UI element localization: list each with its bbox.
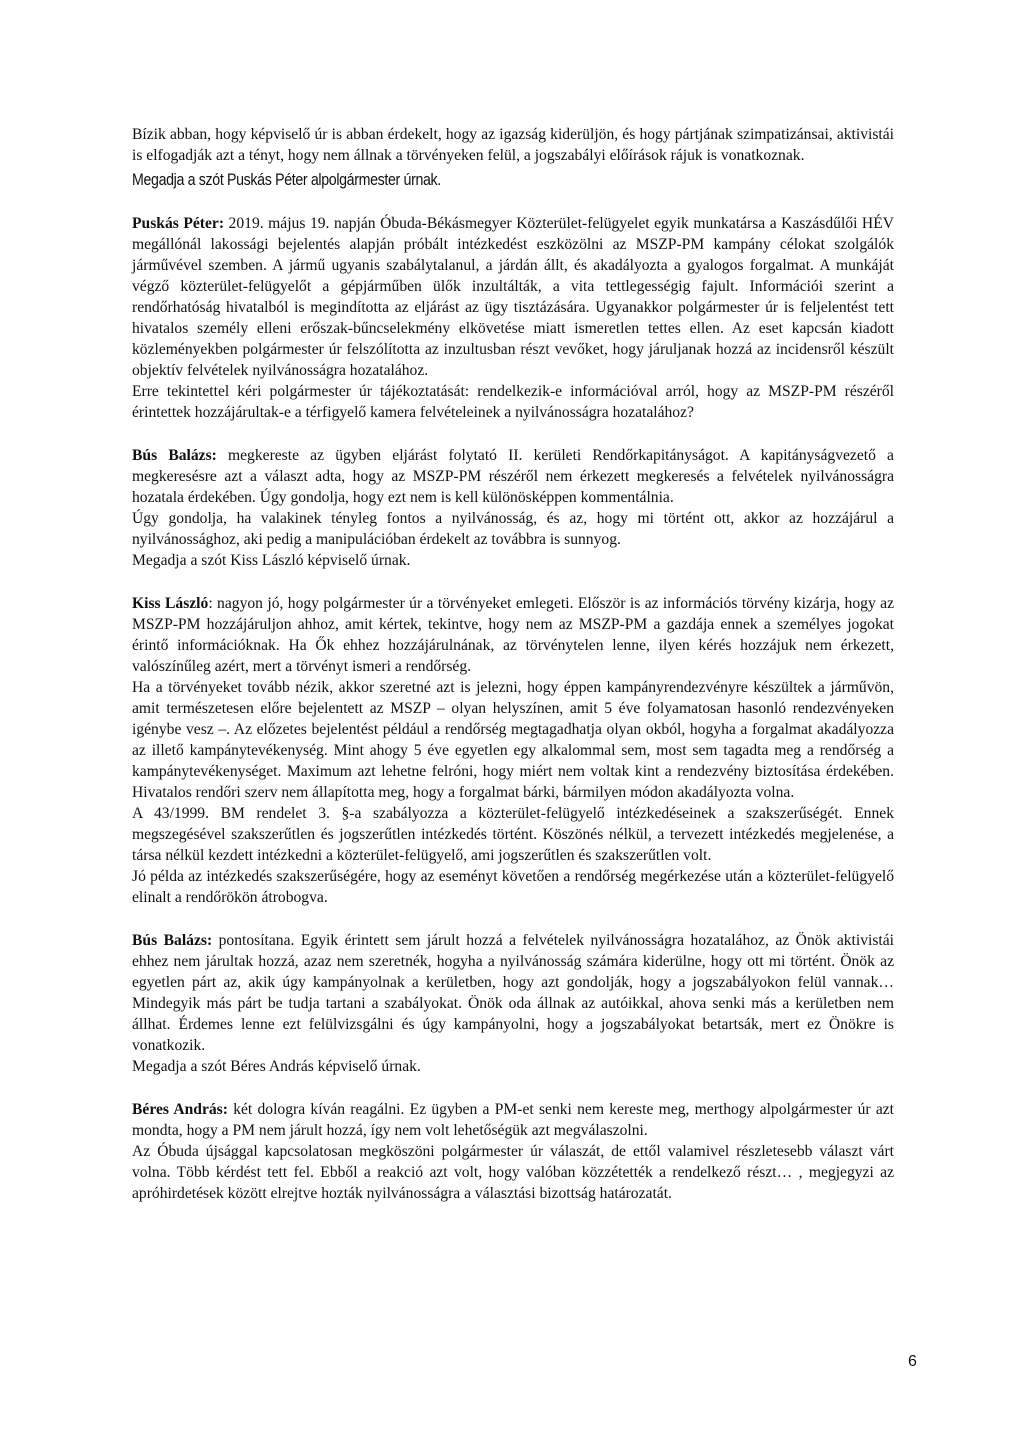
paragraph: Megadja a szót Kiss László képviselő úrnak.	[132, 552, 411, 569]
paragraph: Bízik abban, hogy képviselő úr is abban érdekelt, hogy az igazság kiderüljön, és hogy pártjának szimpatizánsai, aktivistái is elfogadják azt a tényt, hogy nem állnak a törvényeken felül, a jogszabályi előírások rájuk is vonatkoznak.	[132, 126, 894, 164]
paragraph-text: 2019. május 19. napján Óbuda-Békásmegyer Közterület-felügyelet egyik munkatársa a Kaszásdűlői HÉV megállónál lakossági bejelentés alapján próbált intézkedést eszközölni az MSZP-PM kampány célokat szolgálók járművével szemben. A jármű ugyanis szabálytalanul, a járdán állt, és akadályozta a gyalogos forgalmat. A munkáját végző közterület-felügyelőt a gépjárműben ülők inzultálták, a vita tettlegességig fajult. Információi szerint a rendőrhatóság hivatalból is megindította az eljárást az ügy tisztázására. Ugyanakkor polgármester úr is feljelentést tett hivatalos személy elleni erőszak-bűncselekmény elkövetése miatt ismeretlen tettes ellen. Az eset kapcsán kiadott közleményekben polgármester úr felszólította az inzultusban részt vevőket, hogy járuljanak hozzá az incidensről készült objektív felvételek nyilvánosságra hozatalához.	[132, 215, 894, 379]
text-block-5	[132, 930, 894, 1077]
paragraph: Ha a törvényeket tovább nézik, akkor szeretné azt is jelezni, hogy éppen kampányrendezvényre készültek a járművön, amit természetesen előre bejelentett az MSZP – olyan helyszínen, amit 5 éve folyamatosan hasonló rendezvényeken igénybe vesz –. Az előzetes bejelentést például a rendőrség megtagadhatja olyan okból, hogyha a forgalmat akadályozza az illető kampánytevékenység. Mint ahogy 5 éve egyetlen egy alkalommal sem, most sem tagadta meg a rendőrség a kampánytevékenységet. Maximum azt lehetne felróni, hogy miért nem voltak kint a rendezvény biztosítása érdekében. Hivatalos rendőri szerv nem állapította meg, hogy a forgalmat bárki, bármilyen módon akadályozta volna.	[132, 679, 894, 801]
text-block-6	[132, 1099, 894, 1204]
paragraph	[132, 445, 894, 508]
paragraph	[132, 213, 894, 381]
paragraph: Az Óbuda újsággal kapcsolatosan megköszöni polgármester úr válaszát, de ettől valamivel részletesebb választ várt volna. Több kérdést tett fel. Ebből a reakció azt volt, hogy valóban közzétették a rendelkező részt… , megjegyzi az apróhirdetések között elrejtve hozták nyilvánosságra a választási bizottság határozatát.	[132, 1143, 894, 1202]
text-block-4	[132, 593, 894, 908]
paragraph: Erre tekintettel kéri polgármester úr tájékoztatását: rendelkezik-e információval arról, hogy az MSZP-PM részéről érintettek hozzájárultak-e a térfigyelő kamera felvételeinek a nyilvánosságra hozatalához?	[132, 383, 894, 421]
paragraph	[132, 1099, 894, 1141]
page-number: 6	[908, 1353, 917, 1370]
speaker-name: Béres András:	[132, 1101, 228, 1118]
document-body	[132, 124, 894, 1226]
paragraph: A 43/1999. BM rendelet 3. §-a szabályozza a közterület-felügyelő intézkedéseinek a szakszerűségét. Ennek megszegésével szakszerűtlen és jogszerűtlen intézkedés történt. Köszönés nélkül, a tervezett intézkedés megjelenése, a társa nélkül kezdett intézkedni a közterület-felügyelő, ami jogszerűtlen és szakszerűtlen volt.	[132, 805, 894, 864]
paragraph-text: : nagyon jó, hogy polgármester úr a törvényeket emlegeti. Először is az információs törvény kizárja, hogy az MSZP-PM hozzájáruljon ahhoz, amit kértek, tekintve, hogy nem az MSZP-PM a gazdája ennek a személyes jogokat érintő információknak. Ha Ők ehhez hozzájárulnának, az törvénytelen lenne, ilyen kérés hozzájuk nem érkezett, valószínűleg azért, mert a törvényt ismeri a rendőrség.	[132, 595, 894, 675]
speaker-name: Bús Balázs:	[132, 932, 213, 949]
condensed-line: Megadja a szót Puskás Péter alpolgármester úrnak.	[132, 171, 441, 189]
paragraph-text: pontosítana. Egyik érintett sem járult hozzá a felvételek nyilvánosságra hozatalához, az Önök aktivistái ehhez nem járultak hozzá, azaz nem szeretnék, hogyha a nyilvánosság számára kiderülne, hogy ott mi történt. Önök az egyetlen párt az, akik úgy kampányolnak a kerületben, hogy azt gondolják, hogy a jogszabályokon felül vannak… Mindegyik más párt be tudja tartani a szabályokat. Önök oda állnak az autóikkal, ahova senki más a kerületben nem állhat. Érdemes lenne ezt felülvizsgálni és úgy kampányolni, hogy a jogszabályokat betartsák, mert ez Önökre is vonatkozik.	[132, 932, 894, 1054]
paragraph	[132, 930, 894, 1056]
paragraph	[132, 593, 894, 677]
speaker-name: Puskás Péter:	[132, 215, 225, 232]
paragraph: Megadja a szót Béres András képviselő úrnak.	[132, 1058, 421, 1075]
text-block-3	[132, 445, 894, 571]
paragraph: Jó példa az intézkedés szakszerűségére, hogy az eseményt követően a rendőrség megérkezése után a közterület-felügyelő elinalt a rendőrökön átrobogva.	[132, 868, 894, 906]
speaker-name: Bús Balázs:	[132, 447, 217, 464]
paragraph-text: két dologra kíván reagálni. Ez ügyben a PM-et senki nem kereste meg, merthogy alpolgármester úr azt mondta, hogy a PM nem járult hozzá, így nem volt lehetőségük azt megválaszolni.	[132, 1101, 894, 1139]
text-block-1	[132, 124, 894, 191]
paragraph-text: megkereste az ügyben eljárást folytató II. kerületi Rendőrkapitányságot. A kapitányságvezető a megkeresésre azt a választ adta, hogy az MSZP-PM részéről nem érkezett megkeresés a felvételek nyilvánosságra hozatala érdekében. Úgy gondolja, hogy ezt nem is kell különösképpen kommentálnia.	[132, 447, 894, 506]
paragraph-condensed	[132, 166, 894, 191]
speaker-name: Kiss László	[132, 595, 209, 612]
text-block-2	[132, 213, 894, 423]
paragraph: Úgy gondolja, ha valakinek tényleg fontos a nyilvánosság, és az, hogy mi történt ott, akkor az hozzájárul a nyilvánossághoz, aki pedig a manipulációban érdekelt az továbbra is sunnyog.	[132, 510, 894, 548]
